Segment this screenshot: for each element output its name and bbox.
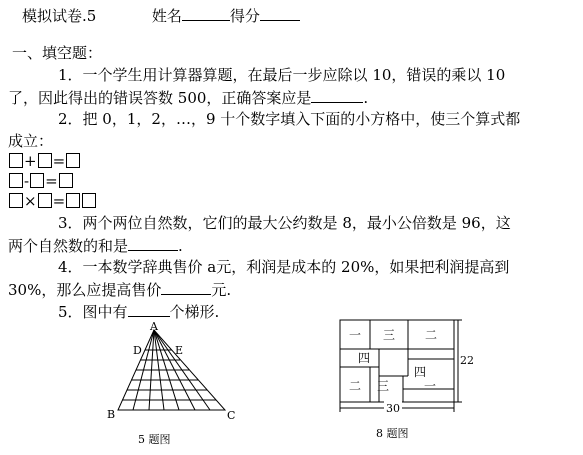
vertex-e-label: E — [175, 344, 184, 357]
q1-end: . — [363, 89, 369, 107]
region-label: 四 — [358, 351, 371, 365]
times-sign: × — [24, 192, 37, 210]
answer-box[interactable] — [59, 173, 73, 188]
q5-text: 5．图中有 — [58, 303, 128, 321]
figure-8-caption: 8 题图 — [376, 427, 409, 440]
figure-5-triangle — [100, 320, 260, 450]
answer-box[interactable] — [66, 153, 80, 168]
name-label: 姓名 — [151, 7, 182, 25]
plus-sign: + — [24, 152, 37, 170]
answer-box[interactable] — [38, 193, 52, 208]
answer-box[interactable] — [66, 193, 80, 208]
region-label: 二 — [425, 328, 438, 342]
score-label: 得分 — [229, 7, 260, 25]
q4-text: 30%，那么应提高售价 — [8, 281, 162, 299]
region-label: 四 — [414, 365, 427, 379]
figure-8-rectangle — [332, 314, 482, 442]
score-blank[interactable] — [260, 6, 300, 21]
q3-answer-blank[interactable] — [128, 236, 178, 251]
q1-text: 了，因此得出的错误答数 500，正确答案应是 — [8, 89, 312, 107]
equals-sign: = — [52, 152, 66, 170]
vertex-d-label: D — [133, 344, 142, 357]
exam-title: 模拟试卷.5 — [22, 7, 97, 25]
q1-line1: 1．一个学生用计算器算题，在最后一步应除以 10，错误的乘以 10 — [58, 66, 506, 84]
section-heading: 一、填空题： — [12, 44, 103, 62]
answer-box[interactable] — [82, 193, 96, 208]
q1-answer-blank[interactable] — [311, 88, 363, 103]
region-label: 二 — [349, 379, 362, 393]
equation-2 — [8, 172, 74, 190]
equals-sign: = — [52, 192, 66, 210]
q3-line1: 3．两个两位自然数，它们的最大公约数是 8，最小公倍数是 96，这 — [58, 214, 511, 232]
q5-answer-blank[interactable] — [128, 302, 170, 317]
q4-answer-blank[interactable] — [161, 280, 211, 295]
region-label: 一 — [424, 379, 437, 393]
q4-end: 元. — [211, 281, 232, 299]
answer-box[interactable] — [9, 193, 23, 208]
name-blank[interactable] — [182, 6, 230, 21]
q2-line1: 2．把 0，1，2，…，9 十个数字填入下面的小方格中，使三个算式都 — [58, 110, 521, 128]
minus-sign: - — [24, 172, 30, 190]
q1-line2 — [8, 88, 368, 107]
equation-1 — [8, 152, 81, 170]
vertex-a-label: A — [150, 320, 158, 333]
answer-box[interactable] — [38, 153, 52, 168]
region-label: 一 — [349, 328, 362, 342]
answer-box[interactable] — [9, 153, 23, 168]
exam-header — [22, 6, 300, 25]
q3-text: 两个自然数的和是 — [8, 237, 129, 255]
figure-5-caption: 5 题图 — [138, 433, 171, 446]
q3-line2 — [8, 236, 183, 255]
equals-sign: = — [45, 172, 58, 190]
width-label: 30 — [386, 402, 400, 415]
q3-end: . — [178, 237, 183, 255]
q4-line2 — [8, 280, 231, 299]
q4-line1: 4．一本数学辞典售价 a元，利润是成本的 20%，如果把利润提高到 — [58, 258, 510, 276]
q2-line2: 成立： — [8, 132, 54, 150]
height-label: 22 — [460, 354, 474, 367]
q5-line — [58, 302, 219, 321]
region-label: 三 — [377, 379, 390, 393]
answer-box[interactable] — [30, 173, 44, 188]
q5-end: 个梯形. — [169, 303, 220, 321]
region-label: 三 — [383, 328, 396, 342]
vertex-b-label: B — [107, 408, 116, 421]
equation-3 — [8, 192, 97, 210]
vertex-c-label: C — [227, 409, 236, 422]
answer-box[interactable] — [9, 173, 23, 188]
